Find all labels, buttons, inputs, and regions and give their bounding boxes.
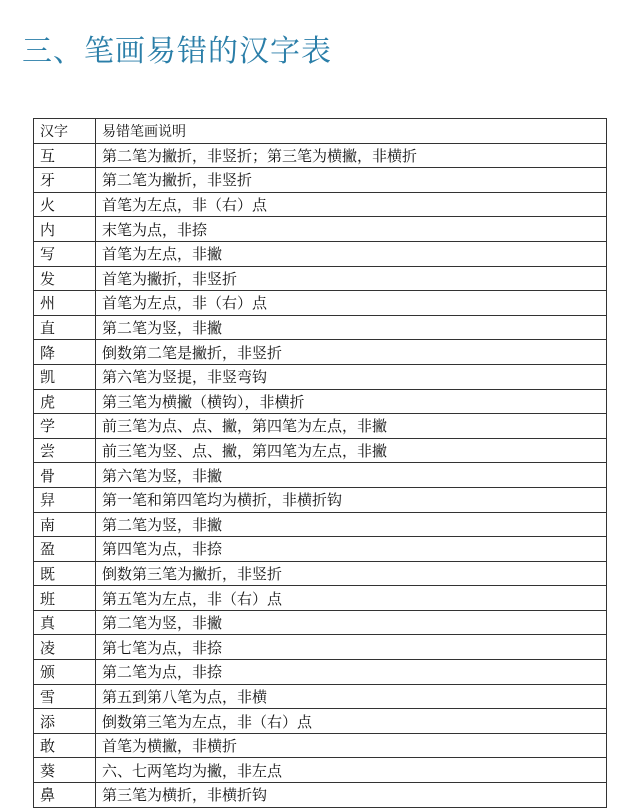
description-cell: 第二笔为点，非捺	[96, 660, 607, 685]
table-row	[34, 217, 607, 242]
stroke-table-container	[33, 118, 607, 808]
table-row	[34, 463, 607, 488]
table-row	[34, 537, 607, 562]
character-cell: 骨	[34, 463, 96, 488]
character-cell: 牙	[34, 168, 96, 193]
character-cell: 火	[34, 192, 96, 217]
table-row	[34, 364, 607, 389]
character-cell: 降	[34, 340, 96, 365]
character-cell: 班	[34, 586, 96, 611]
description-cell: 倒数第三笔为撇折，非竖折	[96, 561, 607, 586]
description-cell: 第六笔为竖，非撇	[96, 463, 607, 488]
table-row	[34, 241, 607, 266]
description-cell: 末笔为点，非捺	[96, 217, 607, 242]
description-cell: 第七笔为点，非捺	[96, 635, 607, 660]
character-cell: 写	[34, 241, 96, 266]
character-cell: 学	[34, 414, 96, 439]
table-row	[34, 168, 607, 193]
table-row	[34, 610, 607, 635]
description-cell: 六、七两笔均为撇，非左点	[96, 758, 607, 783]
character-cell: 颁	[34, 660, 96, 685]
table-row	[34, 733, 607, 758]
table-row	[34, 635, 607, 660]
description-cell: 第三笔为横撇（横钩），非横折	[96, 389, 607, 414]
character-cell: 盈	[34, 537, 96, 562]
description-cell: 第三笔为横折，非横折钩	[96, 783, 607, 808]
character-cell: 雪	[34, 684, 96, 709]
table-row	[34, 783, 607, 808]
character-cell: 内	[34, 217, 96, 242]
table-row	[34, 340, 607, 365]
character-cell: 虎	[34, 389, 96, 414]
page-title: 三、笔画易错的汉字表	[22, 34, 332, 69]
description-cell: 第二笔为竖，非撇	[96, 512, 607, 537]
character-cell: 鼻	[34, 783, 96, 808]
character-cell: 葵	[34, 758, 96, 783]
character-cell: 尝	[34, 438, 96, 463]
table-row	[34, 709, 607, 734]
description-cell: 第二笔为竖，非撇	[96, 315, 607, 340]
description-cell: 倒数第二笔是撇折，非竖折	[96, 340, 607, 365]
table-row	[34, 192, 607, 217]
description-cell: 首笔为撇折，非竖折	[96, 266, 607, 291]
table-row	[34, 266, 607, 291]
table-header-row	[34, 119, 607, 144]
character-cell: 凌	[34, 635, 96, 660]
header-character: 汉字	[34, 119, 96, 144]
table-row	[34, 660, 607, 685]
table-body	[34, 143, 607, 807]
description-cell: 第五笔为左点，非（右）点	[96, 586, 607, 611]
header-description: 易错笔画说明	[96, 119, 607, 144]
description-cell: 第四笔为点，非捺	[96, 537, 607, 562]
character-cell: 真	[34, 610, 96, 635]
description-cell: 首笔为左点，非（右）点	[96, 192, 607, 217]
table-row	[34, 586, 607, 611]
table-row	[34, 512, 607, 537]
table-row	[34, 315, 607, 340]
character-cell: 既	[34, 561, 96, 586]
character-cell: 直	[34, 315, 96, 340]
character-cell: 南	[34, 512, 96, 537]
table-row	[34, 291, 607, 316]
table-row	[34, 487, 607, 512]
character-cell: 舁	[34, 487, 96, 512]
character-cell: 州	[34, 291, 96, 316]
table-row	[34, 684, 607, 709]
description-cell: 第二笔为竖，非撇	[96, 610, 607, 635]
character-cell: 发	[34, 266, 96, 291]
description-cell: 第五到第八笔为点，非横	[96, 684, 607, 709]
description-cell: 前三笔为竖、点、撇，第四笔为左点，非撇	[96, 438, 607, 463]
character-cell: 敢	[34, 733, 96, 758]
description-cell: 第二笔为撇折，非竖折；第三笔为横撇，非横折	[96, 143, 607, 168]
stroke-error-table	[33, 118, 607, 808]
description-cell: 首笔为横撇，非横折	[96, 733, 607, 758]
table-row	[34, 438, 607, 463]
table-row	[34, 414, 607, 439]
description-cell: 首笔为左点，非撇	[96, 241, 607, 266]
table-row	[34, 758, 607, 783]
description-cell: 首笔为左点，非（右）点	[96, 291, 607, 316]
description-cell: 前三笔为点、点、撇，第四笔为左点，非撇	[96, 414, 607, 439]
character-cell: 互	[34, 143, 96, 168]
description-cell: 倒数第三笔为左点，非（右）点	[96, 709, 607, 734]
description-cell: 第一笔和第四笔均为横折，非横折钩	[96, 487, 607, 512]
table-row	[34, 561, 607, 586]
table-row	[34, 389, 607, 414]
character-cell: 添	[34, 709, 96, 734]
character-cell: 凯	[34, 364, 96, 389]
description-cell: 第六笔为竖提，非竖弯钩	[96, 364, 607, 389]
table-row	[34, 143, 607, 168]
description-cell: 第二笔为撇折，非竖折	[96, 168, 607, 193]
